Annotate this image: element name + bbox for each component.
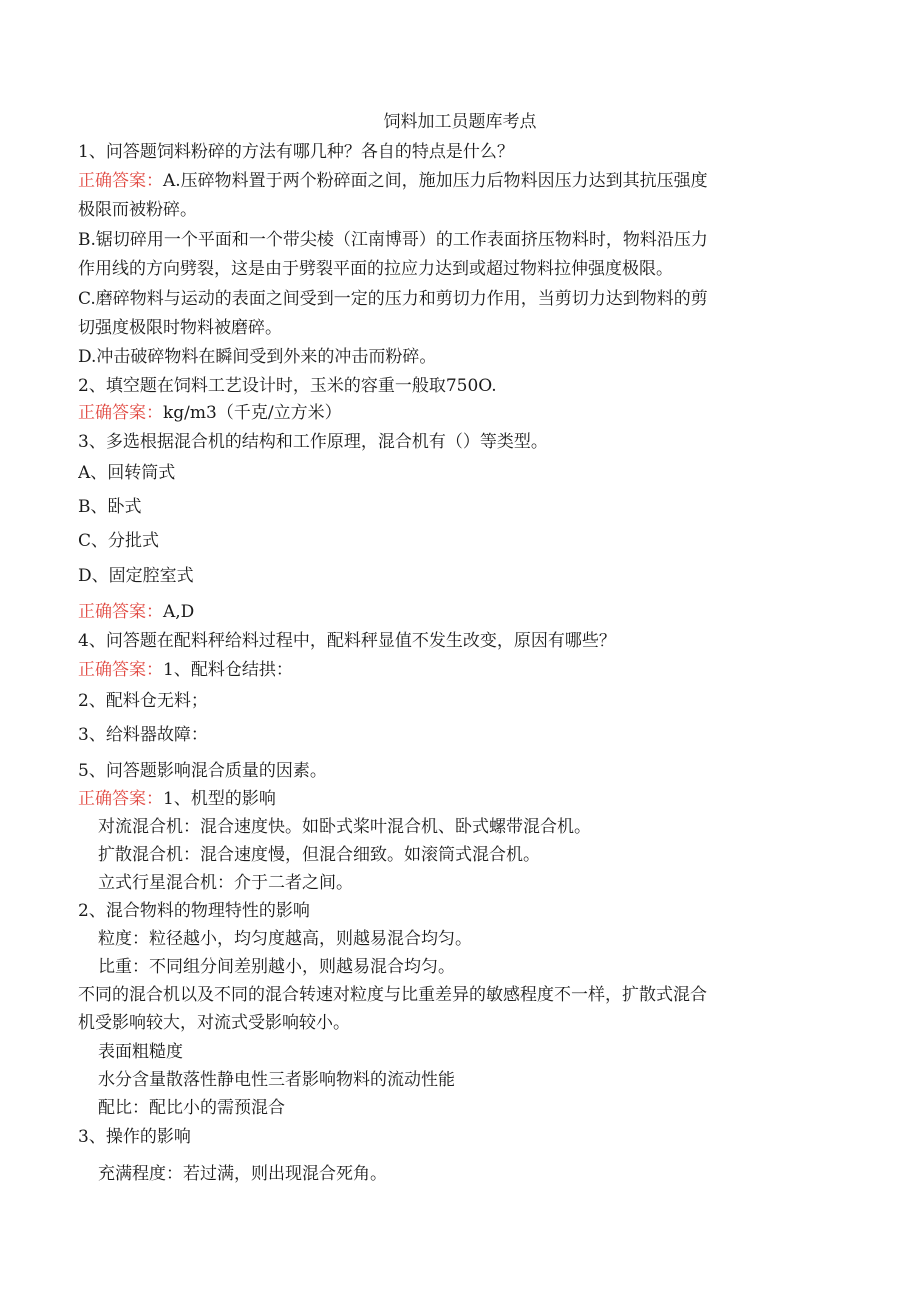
- question-1: 1、问答题饲料粉碎的方法有哪几种？各自的特点是什么？: [78, 142, 514, 162]
- answer-5-line-13: 3、操作的影响: [78, 1127, 191, 1147]
- answer-1-line-b1: B.锯切碎用一个平面和一个带尖棱（江南博哥）的工作表面挤压物料时，物料沿压力: [78, 230, 708, 250]
- answer-5-line-8: 不同的混合机以及不同的混合转速对粒度与比重差异的敏感程度不一样，扩散式混合: [78, 985, 707, 1005]
- answer-5-line-14: 充满程度：若过满，则出现混合死角。: [98, 1164, 387, 1184]
- answer-label: 正确答案：: [78, 660, 163, 680]
- answer-1-line-c1: C.磨碎物料与运动的表面之间受到一定的压力和剪切力作用，当剪切力达到物料的剪: [78, 289, 708, 309]
- answer-5-line-7: 比重：不同组分间差别越小，则越易混合均匀。: [98, 957, 455, 977]
- option-b: B、卧式: [78, 497, 142, 517]
- answer-5-line-10: 表面粗糙度: [98, 1042, 183, 1062]
- answer-5-line-6: 粒度：粒径越小，均匀度越高，则越易混合均匀。: [98, 929, 472, 949]
- answer-1-line-d1: D.冲击破碎物料在瞬间受到外来的冲击而粉碎。: [78, 347, 437, 367]
- answer-1-line-b2: 作用线的方向劈裂，这是由于劈裂平面的拉应力达到或超过物料拉伸强度极限。: [78, 259, 673, 279]
- answer-label: 正确答案：: [78, 602, 163, 622]
- option-d: D、固定腔室式: [78, 566, 194, 586]
- answer-5-line-5: 2、混合物料的物理特性的影响: [78, 901, 310, 921]
- answer-text: A.压碎物料置于两个粉碎面之间，施加压力后物料因压力达到其抗压强度: [163, 171, 708, 191]
- answer-2: [78, 401, 838, 425]
- answer-4-line-1: [78, 658, 838, 682]
- answer-text: 1、配料仓结拱：: [163, 660, 293, 680]
- question-4: 4、问答题在配料秤给料过程中，配料秤显值不发生改变，原因有哪些？: [78, 631, 616, 651]
- option-a: A、回转筒式: [78, 463, 176, 483]
- page-title: 饲料加工员题库考点: [383, 112, 537, 132]
- answer-1-line-a2: 极限而被粉碎。: [78, 200, 197, 220]
- answer-3: [78, 600, 838, 624]
- answer-5-line-11: 水分含量散落性静电性三者影响物料的流动性能: [98, 1070, 455, 1090]
- answer-text: kg∕m3（千克/立方米）: [163, 403, 342, 423]
- answer-4-line-2: 2、配料仓无料；: [78, 691, 208, 711]
- answer-text: A,D: [163, 602, 195, 622]
- answer-label: 正确答案：: [78, 403, 163, 423]
- answer-1-line-c2: 切强度极限时物料被磨碎。: [78, 318, 282, 338]
- answer-label: 正确答案：: [78, 171, 163, 191]
- answer-5-line-4: 立式行星混合机：介于二者之间。: [98, 873, 353, 893]
- answer-5-line-1: [78, 787, 838, 811]
- answer-4-line-3: 3、给料器故障：: [78, 725, 208, 745]
- answer-text: 1、机型的影响: [163, 789, 276, 809]
- question-3: 3、多选根据混合机的结构和工作原理，混合机有（）等类型。: [78, 432, 548, 452]
- answer-5-line-2: 对流混合机：混合速度快。如卧式桨叶混合机、卧式螺带混合机。: [98, 817, 591, 837]
- answer-1-line-a1: [78, 169, 838, 193]
- question-2: 2、填空题在饲料工艺设计时，玉米的容重一般取750O.: [78, 376, 497, 396]
- question-5: 5、问答题影响混合质量的因素。: [78, 761, 327, 781]
- answer-5-line-3: 扩散混合机：混合速度慢，但混合细致。如滚筒式混合机。: [98, 845, 540, 865]
- answer-5-line-12: 配比：配比小的需预混合: [98, 1098, 285, 1118]
- option-c: C、分批式: [78, 531, 160, 551]
- answer-label: 正确答案：: [78, 789, 163, 809]
- answer-5-line-9: 机受影响较大，对流式受影响较小。: [78, 1013, 350, 1033]
